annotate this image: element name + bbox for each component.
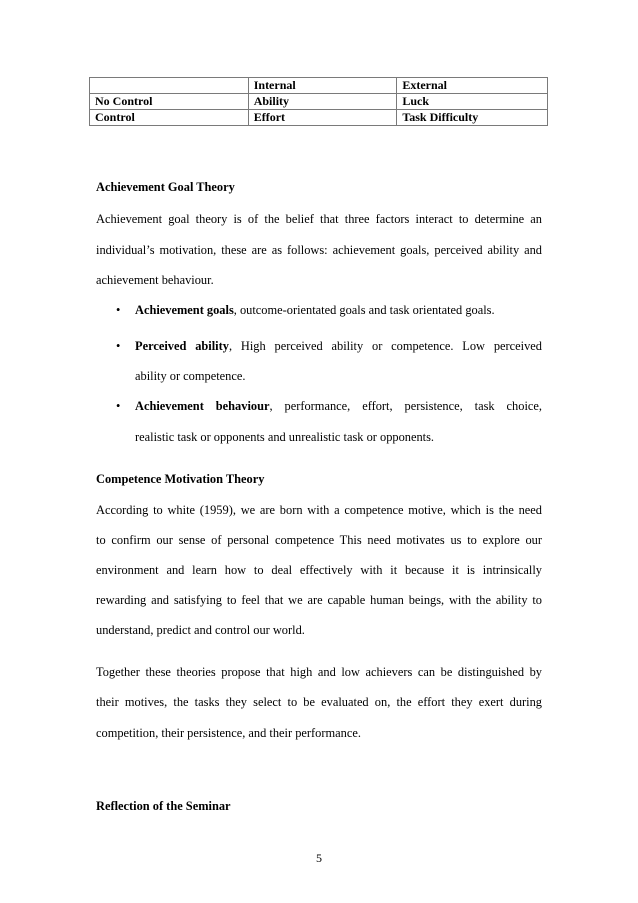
section-heading: Achievement Goal Theory bbox=[96, 180, 235, 194]
paragraph-line: Achievement goal theory is of the belief that three factors interact to determine an bbox=[96, 212, 542, 226]
bullet-term: Achievement behaviour bbox=[135, 399, 270, 413]
bullet-icon: • bbox=[116, 399, 121, 413]
bullet-continuation: ability or competence. bbox=[135, 369, 246, 383]
bullet-term: Perceived ability bbox=[135, 339, 229, 353]
bullet-text: , outcome-orientated goals and task orientated goals. bbox=[233, 303, 495, 317]
table-cell: Ability bbox=[248, 94, 397, 110]
bullet-icon: • bbox=[116, 339, 121, 353]
bullet-text: , High perceived ability or competence. Low perceived bbox=[228, 339, 542, 353]
paragraph-line: environment and learn how to deal effectively with it because it is intrinsically bbox=[96, 563, 542, 577]
paragraph-line: According to white (1959), we are born with a competence motive, which is the need bbox=[96, 503, 542, 517]
table-header-cell: External bbox=[397, 78, 548, 94]
paragraph-line: understand, predict and control our world. bbox=[96, 623, 305, 637]
bullet-item bbox=[135, 399, 542, 414]
paragraph-line: rewarding and satisfying to feel that we are capable human beings, with the ability to bbox=[96, 593, 542, 607]
bullet-continuation: realistic task or opponents and unrealistic task or opponents. bbox=[135, 430, 435, 444]
paragraph-line: their motives, the tasks they select to be evaluated on, the effort they exert during bbox=[96, 695, 542, 709]
bullet-item bbox=[135, 339, 542, 354]
table-cell: Control bbox=[90, 110, 249, 126]
table-cell bbox=[90, 78, 249, 94]
paragraph-line: individual’s motivation, these are as follows: achievement goals, perceived ability and bbox=[96, 243, 542, 257]
table-row bbox=[90, 110, 548, 126]
table-cell: Task Difficulty bbox=[397, 110, 548, 126]
table-row bbox=[90, 94, 548, 110]
bullet-icon: • bbox=[116, 303, 121, 317]
attribution-table bbox=[89, 77, 548, 126]
bullet-item bbox=[135, 303, 542, 318]
bullet-text: , performance, effort, persistence, task choice, bbox=[269, 399, 542, 413]
section-heading: Competence Motivation Theory bbox=[96, 472, 265, 486]
paragraph-line: competition, their persistence, and their performance. bbox=[96, 726, 361, 740]
bullet-term: Achievement goals bbox=[135, 303, 234, 317]
page-number: 5 bbox=[316, 851, 322, 865]
paragraph-line: to confirm our sense of personal competence This need motivates us to explore our bbox=[96, 533, 542, 547]
table-header-row bbox=[90, 78, 548, 94]
table-cell: No Control bbox=[90, 94, 249, 110]
table-header-cell: Internal bbox=[248, 78, 397, 94]
paragraph-line: achievement behaviour. bbox=[96, 273, 214, 287]
section-heading: Reflection of the Seminar bbox=[96, 799, 231, 813]
table-cell: Effort bbox=[248, 110, 397, 126]
paragraph-line: Together these theories propose that high and low achievers can be distinguished by bbox=[96, 665, 542, 679]
table-cell: Luck bbox=[397, 94, 548, 110]
